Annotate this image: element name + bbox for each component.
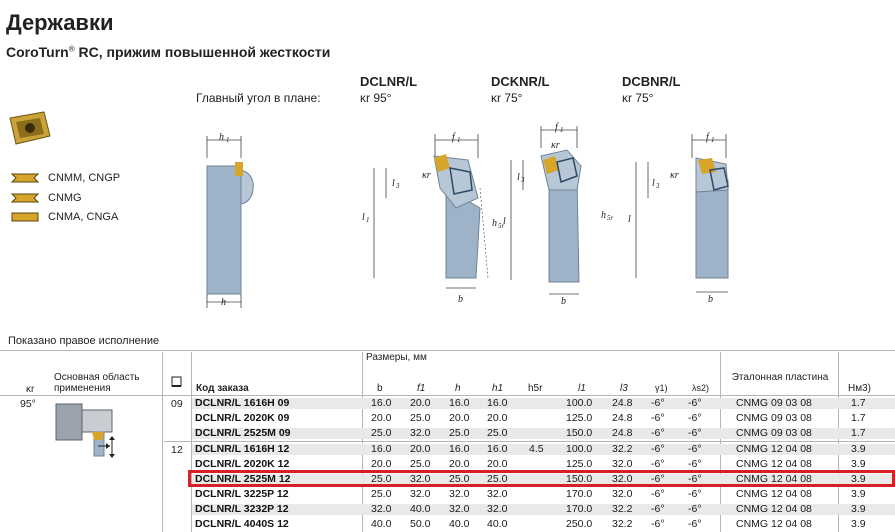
col-h5r: h5r bbox=[528, 383, 543, 394]
table-row[interactable] bbox=[192, 519, 895, 530]
cell-f1: 32.0 bbox=[410, 488, 431, 500]
cell-h1: 16.0 bbox=[487, 397, 508, 409]
cell-l1: 100.0 bbox=[566, 397, 593, 409]
dims-header: Размеры, мм bbox=[366, 352, 427, 363]
holder-side-view-drawing bbox=[195, 128, 265, 310]
order-code: DCLNR/L 2020K 12 bbox=[195, 458, 290, 470]
cell-l1: 125.0 bbox=[566, 458, 593, 470]
order-code: DCLNR/L 2020K 09 bbox=[195, 412, 290, 424]
svg-text:l: l bbox=[652, 178, 655, 189]
cell-l1: 100.0 bbox=[566, 443, 593, 455]
cell-l1: 170.0 bbox=[566, 488, 593, 500]
cell-f1: 50.0 bbox=[410, 518, 431, 530]
cell-l3: 24.8 bbox=[612, 427, 633, 439]
table-top-rule bbox=[0, 350, 895, 351]
cell-nm: 3.9 bbox=[851, 488, 866, 500]
cell-gamma: -6° bbox=[651, 458, 665, 470]
order-code: DCLNR/L 1616H 09 bbox=[195, 397, 290, 409]
svg-text:l: l bbox=[392, 178, 395, 189]
legend-item bbox=[10, 210, 118, 224]
svg-text:l: l bbox=[362, 212, 365, 223]
legend-item bbox=[10, 191, 82, 205]
application-illustration bbox=[52, 402, 128, 462]
cell-lambda: -6° bbox=[688, 397, 702, 409]
order-code: DCLNR/L 2525M 09 bbox=[195, 427, 291, 439]
holder-name-dclnr: DCLNR/L bbox=[360, 74, 418, 89]
cell-l3: 24.8 bbox=[612, 397, 633, 409]
holder-name-dcbnr: DCBNR/L bbox=[622, 74, 681, 89]
cell-l3: 32.0 bbox=[612, 488, 633, 500]
cell-f1: 32.0 bbox=[410, 473, 431, 485]
svg-text:h: h bbox=[601, 210, 606, 221]
svg-text:3: 3 bbox=[521, 176, 525, 184]
order-code: DCLNR/L 3232P 12 bbox=[195, 503, 289, 515]
square-insert-icon bbox=[171, 376, 183, 388]
row-highlight bbox=[188, 470, 895, 487]
holder-angle-dcbnr: κr 75° bbox=[622, 91, 654, 105]
cell-lambda: -6° bbox=[688, 473, 702, 485]
cell-l3: 32.0 bbox=[612, 458, 633, 470]
cell-h1: 16.0 bbox=[487, 443, 508, 455]
cell-h1: 25.0 bbox=[487, 473, 508, 485]
svg-text:5r: 5r bbox=[607, 214, 614, 222]
col-l1: l1 bbox=[578, 383, 586, 394]
cell-lambda: -6° bbox=[688, 427, 702, 439]
cell-l3: 32.2 bbox=[612, 518, 633, 530]
svg-text:κr: κr bbox=[670, 170, 679, 181]
cell-b: 32.0 bbox=[371, 503, 392, 515]
group-separator bbox=[164, 441, 895, 442]
cell-insert: CNMG 12 04 08 bbox=[736, 518, 812, 530]
cell-h: 25.0 bbox=[449, 473, 470, 485]
cell-f1: 20.0 bbox=[410, 397, 431, 409]
dcbnr-top-view-drawing bbox=[630, 128, 740, 310]
code-header: Код заказа bbox=[196, 383, 249, 394]
cell-insert: CNMG 12 04 08 bbox=[736, 458, 812, 470]
subtitle-text: RC, прижим повышенной жесткости bbox=[74, 44, 331, 60]
cell-b: 25.0 bbox=[371, 488, 392, 500]
svg-text:b: b bbox=[708, 294, 713, 305]
cell-h: 16.0 bbox=[449, 397, 470, 409]
svg-text:3: 3 bbox=[396, 182, 400, 190]
order-code: DCLNR/L 4040S 12 bbox=[195, 518, 289, 530]
cell-insert: CNMG 12 04 08 bbox=[736, 503, 812, 515]
col-f1: f1 bbox=[417, 383, 426, 394]
table-row[interactable] bbox=[192, 444, 895, 455]
cell-lambda: -6° bbox=[688, 488, 702, 500]
brand-mark: ® bbox=[68, 44, 75, 54]
cell-b: 16.0 bbox=[371, 443, 392, 455]
cell-h: 32.0 bbox=[449, 488, 470, 500]
cell-l3: 32.0 bbox=[612, 473, 633, 485]
cell-h1: 40.0 bbox=[487, 518, 508, 530]
cell-b: 16.0 bbox=[371, 397, 392, 409]
legend-label: CNMA, CNGA bbox=[48, 211, 119, 223]
svg-text:κr: κr bbox=[422, 170, 431, 181]
table-header-rule bbox=[0, 395, 895, 396]
cell-h: 20.0 bbox=[449, 458, 470, 470]
cell-h1: 20.0 bbox=[487, 458, 508, 470]
insert-photo bbox=[6, 110, 52, 146]
order-code: DCLNR/L 3225P 12 bbox=[195, 488, 289, 500]
cell-insert: CNMG 12 04 08 bbox=[736, 473, 812, 485]
shown-note: Показано правое исполнение bbox=[8, 335, 160, 347]
svg-text:1: 1 bbox=[711, 136, 715, 144]
size-09: 09 bbox=[171, 398, 183, 410]
insert-header: Эталонная пластина bbox=[731, 372, 829, 383]
svg-text:l: l bbox=[503, 216, 506, 227]
cell-l1: 250.0 bbox=[566, 518, 593, 530]
flat-insert-icon bbox=[10, 211, 40, 223]
cell-b: 20.0 bbox=[371, 412, 392, 424]
table-row[interactable] bbox=[192, 504, 895, 515]
cell-insert: CNMG 09 03 08 bbox=[736, 427, 812, 439]
cell-nm: 3.9 bbox=[851, 518, 866, 530]
table-row[interactable] bbox=[192, 413, 895, 424]
holder-angle-dcknr: κr 75° bbox=[491, 91, 523, 105]
size-12: 12 bbox=[171, 444, 183, 456]
svg-text:1: 1 bbox=[366, 216, 370, 224]
svg-text:l: l bbox=[517, 172, 520, 183]
angle-label: Главный угол в плане: bbox=[196, 91, 321, 105]
svg-text:f: f bbox=[555, 122, 558, 133]
kr-value: 95° bbox=[20, 398, 36, 410]
cell-h1: 20.0 bbox=[487, 412, 508, 424]
cell-h1: 32.0 bbox=[487, 503, 508, 515]
cell-nm: 3.9 bbox=[851, 473, 866, 485]
cell-gamma: -6° bbox=[651, 397, 665, 409]
cell-h1: 32.0 bbox=[487, 488, 508, 500]
order-code: DCLNR/L 1616H 12 bbox=[195, 443, 290, 455]
svg-text:f: f bbox=[706, 132, 709, 143]
cell-lambda: -6° bbox=[688, 518, 702, 530]
double-sided-insert-icon bbox=[10, 172, 40, 184]
cell-insert: CNMG 12 04 08 bbox=[736, 443, 812, 455]
cell-f1: 25.0 bbox=[410, 458, 431, 470]
cell-f1: 40.0 bbox=[410, 503, 431, 515]
svg-text:1: 1 bbox=[226, 136, 230, 144]
brand-name: CoroTurn bbox=[6, 44, 69, 60]
legend-item bbox=[10, 171, 120, 185]
svg-text:h: h bbox=[221, 297, 226, 308]
cell-gamma: -6° bbox=[651, 427, 665, 439]
cell-gamma: -6° bbox=[651, 473, 665, 485]
svg-text:b: b bbox=[458, 294, 463, 305]
cell-nm: 1.7 bbox=[851, 427, 866, 439]
cell-nm: 3.9 bbox=[851, 443, 866, 455]
cell-gamma: -6° bbox=[651, 412, 665, 424]
cell-f1: 25.0 bbox=[410, 412, 431, 424]
legend-label: CNMG bbox=[48, 192, 82, 204]
svg-text:h: h bbox=[219, 132, 224, 143]
area-header: Основная область применения bbox=[54, 372, 140, 394]
cell-nm: 1.7 bbox=[851, 412, 866, 424]
svg-text:1: 1 bbox=[457, 136, 461, 144]
cell-h: 16.0 bbox=[449, 443, 470, 455]
order-code: DCLNR/L 2525M 12 bbox=[195, 473, 291, 485]
table-row[interactable] bbox=[192, 398, 895, 409]
cell-h: 25.0 bbox=[449, 427, 470, 439]
page-title: Державки bbox=[6, 10, 114, 35]
holder-angle-dclnr: κr 95° bbox=[360, 91, 392, 105]
cell-b: 25.0 bbox=[371, 473, 392, 485]
dclnr-top-view-drawing bbox=[360, 128, 510, 310]
cell-gamma: -6° bbox=[651, 443, 665, 455]
kr-header: κr bbox=[26, 384, 35, 395]
cell-h1: 25.0 bbox=[487, 427, 508, 439]
col-gamma: γ1) bbox=[655, 383, 668, 393]
legend-label: CNMM, CNGP bbox=[48, 172, 121, 184]
cell-gamma: -6° bbox=[651, 518, 665, 530]
cell-insert: CNMG 09 03 08 bbox=[736, 397, 812, 409]
dcknr-top-view-drawing bbox=[505, 120, 625, 306]
col-b: b bbox=[377, 383, 383, 394]
cell-b: 25.0 bbox=[371, 427, 392, 439]
cell-l3: 24.8 bbox=[612, 412, 633, 424]
table-row[interactable] bbox=[192, 489, 895, 500]
svg-text:b: b bbox=[561, 296, 566, 307]
svg-text:l: l bbox=[628, 214, 631, 225]
cell-nm: 3.9 bbox=[851, 503, 866, 515]
double-sided-insert-icon bbox=[10, 192, 40, 204]
cell-nm: 3.9 bbox=[851, 458, 866, 470]
cell-l3: 32.2 bbox=[612, 503, 633, 515]
page-subtitle bbox=[6, 44, 330, 60]
col-lambda: λs2) bbox=[692, 383, 710, 393]
svg-text:1: 1 bbox=[560, 126, 564, 134]
cell-gamma: -6° bbox=[651, 503, 665, 515]
col-h1: h1 bbox=[492, 383, 504, 394]
cell-l1: 170.0 bbox=[566, 503, 593, 515]
cell-lambda: -6° bbox=[688, 443, 702, 455]
cell-nm: 1.7 bbox=[851, 397, 866, 409]
svg-text:f: f bbox=[452, 132, 455, 143]
cell-h: 40.0 bbox=[449, 518, 470, 530]
cell-f1: 32.0 bbox=[410, 427, 431, 439]
cell-lambda: -6° bbox=[688, 503, 702, 515]
cell-insert: CNMG 09 03 08 bbox=[736, 412, 812, 424]
cell-lambda: -6° bbox=[688, 458, 702, 470]
cell-b: 40.0 bbox=[371, 518, 392, 530]
table-row[interactable] bbox=[192, 428, 895, 439]
svg-text:5r: 5r bbox=[498, 222, 505, 230]
col-h: h bbox=[455, 383, 461, 394]
cell-l3: 32.2 bbox=[612, 443, 633, 455]
cell-gamma: -6° bbox=[651, 488, 665, 500]
cell-l1: 125.0 bbox=[566, 412, 593, 424]
svg-text:h: h bbox=[492, 218, 497, 229]
cell-h: 20.0 bbox=[449, 412, 470, 424]
nm-header: Нм3) bbox=[848, 383, 871, 394]
holder-name-dcknr: DCKNR/L bbox=[491, 74, 550, 89]
cell-h: 32.0 bbox=[449, 503, 470, 515]
cell-h5r: 4.5 bbox=[529, 443, 544, 455]
cell-b: 20.0 bbox=[371, 458, 392, 470]
cell-l1: 150.0 bbox=[566, 473, 593, 485]
col-l3: l3 bbox=[620, 383, 628, 394]
cell-f1: 20.0 bbox=[410, 443, 431, 455]
cell-lambda: -6° bbox=[688, 412, 702, 424]
cell-l1: 150.0 bbox=[566, 427, 593, 439]
svg-text:3: 3 bbox=[656, 182, 660, 190]
table-row[interactable] bbox=[192, 459, 895, 470]
svg-text:κr: κr bbox=[551, 140, 560, 151]
cell-insert: CNMG 12 04 08 bbox=[736, 488, 812, 500]
